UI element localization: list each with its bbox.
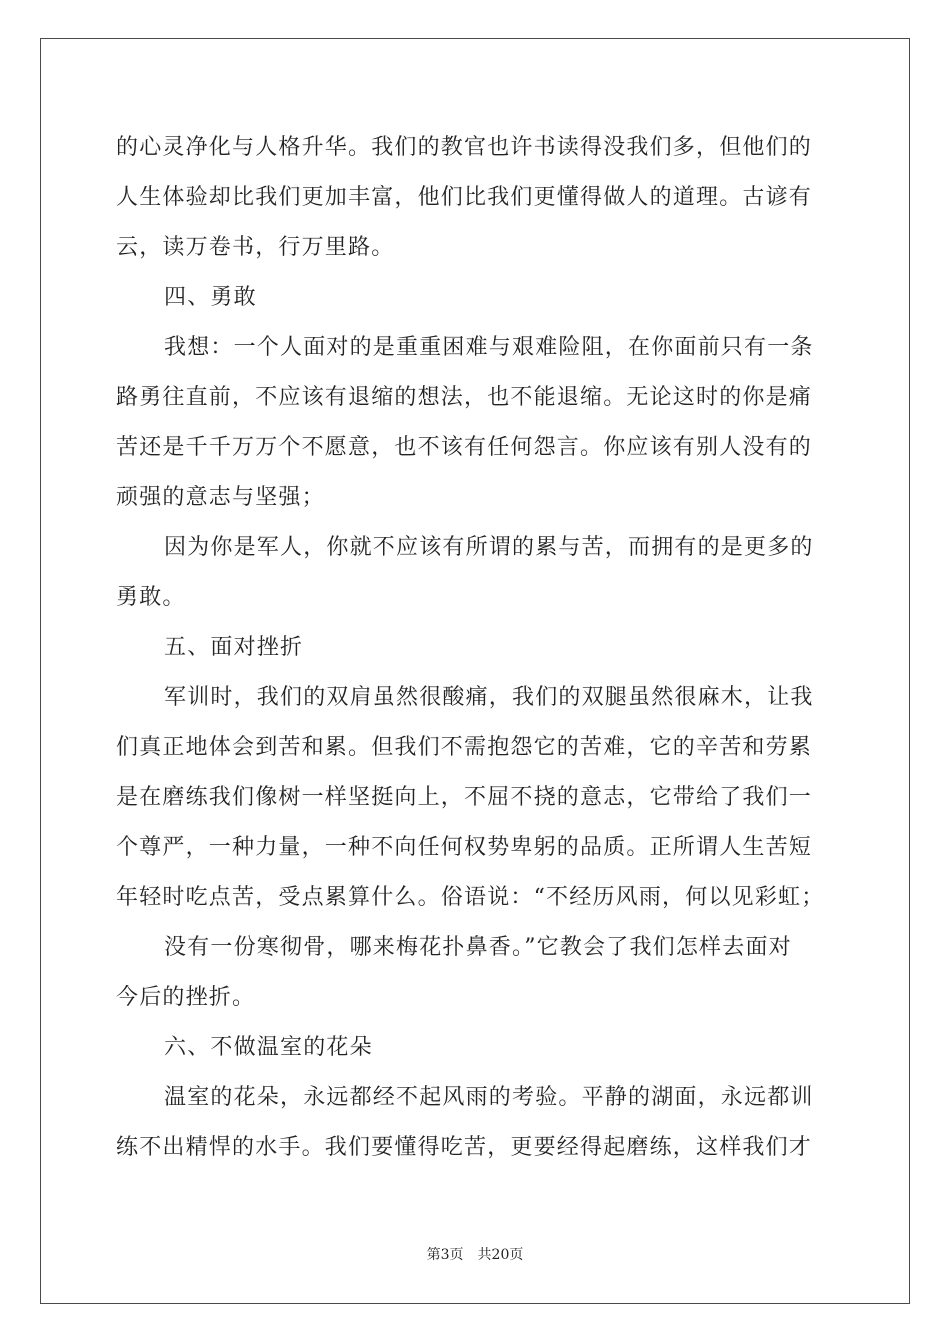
- text-line: 是在磨练我们像树一样坚挺向上，不屈不挠的意志，它带给了我们一: [116, 785, 813, 810]
- text-line: 路勇往直前，不应该有退缩的想法，也不能退缩。无论这时的你是痛: [116, 385, 813, 410]
- section-heading: 四、勇敢: [164, 285, 257, 310]
- text-line: 年轻时吃点苦，受点累算什么。俗语说：“不经历风雨，何以见彩虹；: [116, 885, 825, 910]
- text-line: 没有一份寒彻骨，哪来梅花扑鼻香。”它教会了我们怎样去面对: [164, 935, 792, 960]
- text-line: 练不出精悍的水手。我们要懂得吃苦，更要经得起磨练，这样我们才: [116, 1135, 813, 1160]
- page-number: 第3页: [426, 1247, 464, 1263]
- section-heading: 六、不做温室的花朵: [164, 1035, 373, 1060]
- text-line: 因为你是军人，你就不应该有所谓的累与苦，而拥有的是更多的: [164, 535, 814, 560]
- text-line: 云，读万卷书，行万里路。: [116, 235, 395, 260]
- text-line: 今后的挫折。: [116, 985, 256, 1010]
- page-border: [40, 38, 910, 1304]
- text-line: 温室的花朵，永远都经不起风雨的考验。平静的湖面，永远都训: [164, 1085, 814, 1110]
- text-line: 我想：一个人面对的是重重困难与艰难险阻，在你面前只有一条: [164, 335, 814, 360]
- text-line: 勇敢。: [116, 585, 186, 610]
- text-line: 们真正地体会到苦和累。但我们不需抱怨它的苦难，它的辛苦和劳累: [116, 735, 813, 760]
- text-line: 苦还是千千万万个不愿意，也不该有任何怨言。你应该有别人没有的: [116, 435, 813, 460]
- section-heading: 五、面对挫折: [164, 635, 304, 660]
- text-line: 的心灵净化与人格升华。我们的教官也许书读得没我们多，但他们的: [116, 135, 813, 160]
- page-footer: [0, 1246, 950, 1264]
- page-total: 共20页: [477, 1247, 524, 1263]
- text-line: 个尊严，一种力量，一种不向任何权势卑躬的品质。正所谓人生苦短: [116, 835, 813, 860]
- text-line: 人生体验却比我们更加丰富，他们比我们更懂得做人的道理。古谚有: [116, 185, 813, 210]
- text-line: 军训时，我们的双肩虽然很酸痛，我们的双腿虽然很麻木，让我: [164, 685, 814, 710]
- text-line: 顽强的意志与坚强；: [116, 485, 325, 510]
